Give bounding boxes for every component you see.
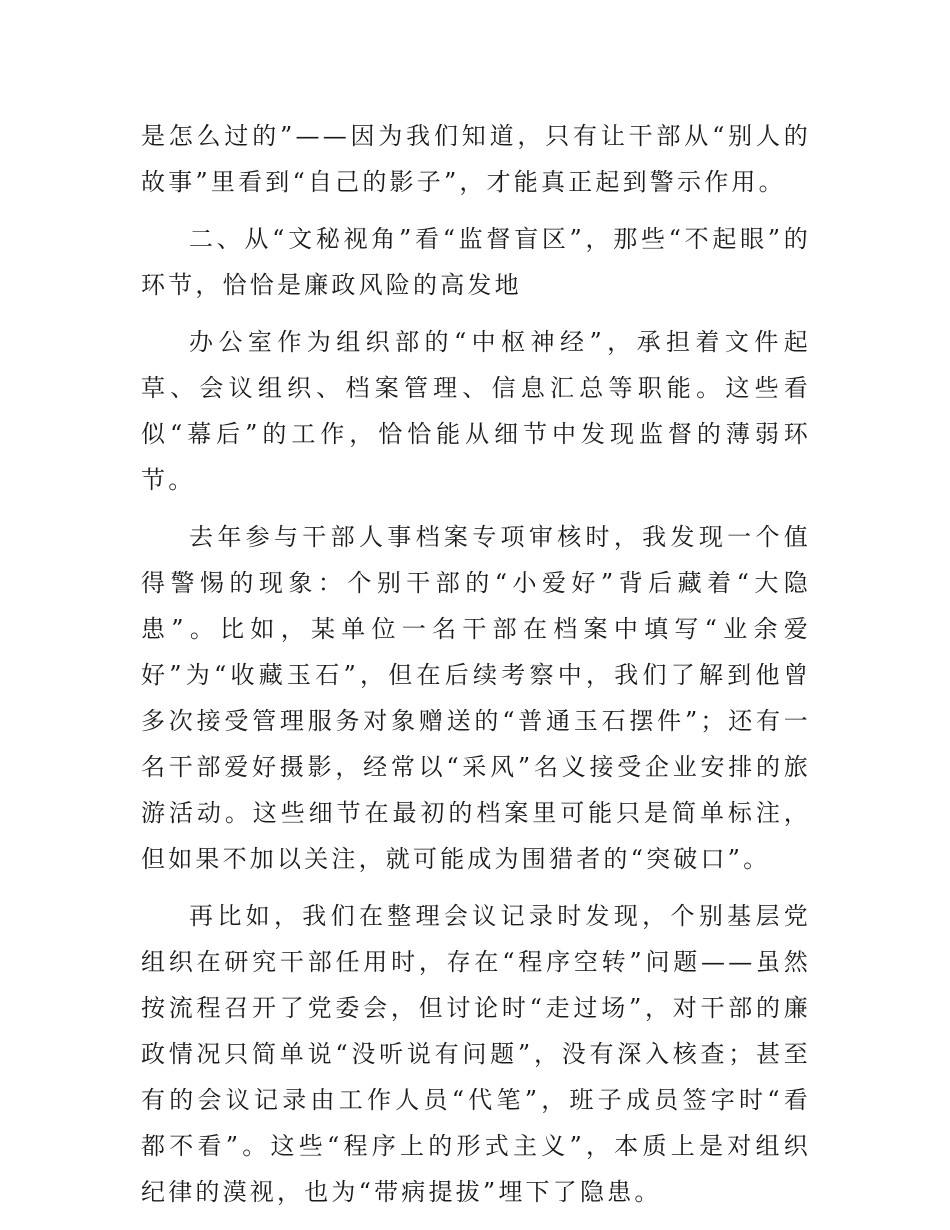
body-paragraph-2: 去年参与干部人事档案专项审核时，我发现一个值得警惕的现象：个别干部的“小爱好”背后藏着“大隐患”。比如，某单位一名干部在档案中填写“业余爱好”为“收藏玉石”，但在后续考察中，我们了解到他曾多次接受管理服务对象赠送的“普通玉石摆件”；还有一名干部爱好摄影，经常以“采风”名义接受企业安排的旅游活动。这些细节在最初的档案里可能只是简单标注，但如果不加以关注，就可能成为围猎者的“突破口”。 [141, 523, 811, 873]
body-paragraph-1: 办公室作为组织部的“中枢神经”，承担着文件起草、会议组织、档案管理、信息汇总等职能。这些看似“幕后”的工作，恰恰能从细节中发现监督的薄弱环节。 [141, 328, 811, 494]
section-heading: 二、从“文秘视角”看“监督盲区”，那些“不起眼”的环节，恰恰是廉政风险的高发地 [141, 225, 811, 299]
document-page [141, 113, 811, 1226]
continuation-paragraph: 是怎么过的”——因为我们知道，只有让干部从“别人的故事”里看到“自己的影子”，才能真正起到警示作用。 [141, 122, 811, 196]
body-paragraph-3: 再比如，我们在整理会议记录时发现，个别基层党组织在研究干部任用时，存在“程序空转”问题——虽然按流程召开了党委会，但讨论时“走过场”，对干部的廉政情况只简单说“没听说有问题”，没有深入核查；甚至有的会议记录由工作人员“代笔”，班子成员签字时“看都不看”。这些“程序上的形式主义”，本质上是对组织纪律的漠视，也为“带病提拔”埋下了隐患。 [141, 902, 811, 1206]
